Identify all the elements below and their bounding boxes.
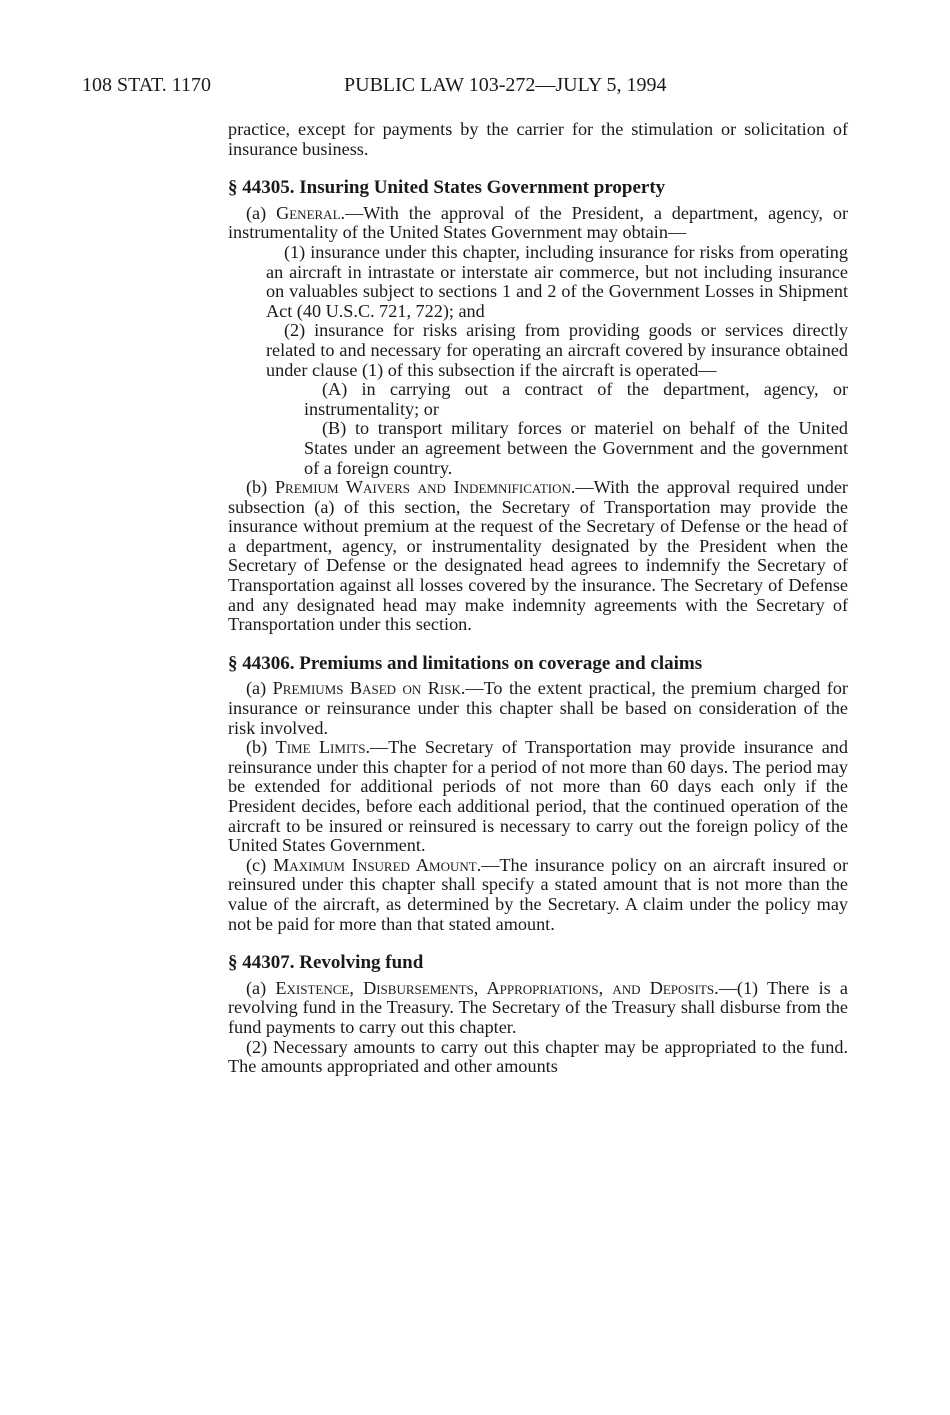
subsection-caption: Maximum Insured Amount [273, 854, 477, 875]
subsection-caption: General [276, 202, 341, 223]
document-body [228, 120, 848, 1077]
section-44305-clause-1: (1) insurance under this chapter, including insurance for risks from operating an aircraft in intrastate or interstate air commerce, but not including insurance on valuables subject to sections 1 and 2 of the Government Losses in Shipment Act (40 U.S.C. 721, 722); and [266, 241, 848, 321]
subsection-caption: Premium Waivers and Indemnification [274, 477, 571, 498]
section-44306-heading: § 44306. Premiums and limitations on coverage and claims [228, 652, 703, 674]
statute-citation: 108 STAT. 1170 [82, 74, 211, 96]
public-law-title: PUBLIC LAW 103-272—JULY 5, 1994 [344, 74, 667, 96]
section-44306-subsection-a: (a) Premiums Based on Risk.—To the extent practical, the premium charged for insurance or reinsurance under this chapter shall be based on consideration of the risk involved. [228, 678, 848, 738]
section-44305-subsection-a: (a) General.—With the approval of the President, a department, agency, or instrumentality of the United States Government may obtain— [228, 202, 848, 243]
section-44305-heading: § 44305. Insuring United States Government property [228, 177, 666, 199]
carryover-paragraph: practice, except for payments by the carrier for the stimulation or solicitation of insurance business. [228, 119, 848, 159]
subsection-caption: Premiums Based on Risk [272, 678, 461, 699]
section-44307-subsection-a: (a) Existence, Disbursements, Appropriations, and Deposits.—(1) There is a revolving fund in the Treasury. The Secretary of the Treasury shall disburse from the fund payments to carry out this chapter. [228, 977, 848, 1037]
section-44305-subsection-b: (b) Premium Waivers and Indemnification.—With the approval required under subsection (a) of this section, the Secretary of Transportation may provide the insurance without premium at the request of the Secretary of Defense or the head of a department, agency, or instrumentality designated by the President when the Secretary of Defense or the designated head agrees to indemnify the Secretary of Transportation against all losses covered by the insurance. The Secretary of Defense and any designated head may make indemnity agreements with the Secretary of Transportation under this section. [228, 477, 848, 635]
section-44305-clause-2: (2) insurance for risks arising from providing goods or services directly related to and necessary for operating an aircraft covered by insurance obtained under clause (1) of this subsection if the aircraft is operated— [266, 320, 848, 380]
section-44305-subclause-b: (B) to transport military forces or materiel on behalf of the United States under an agreement between the Government and the government of a foreign country. [304, 418, 848, 478]
section-44306-subsection-c: (c) Maximum Insured Amount.—The insurance policy on an aircraft insured or reinsured under this chapter shall specify a stated amount that is not more than the value of the aircraft, as determined by the Secretary. A claim under the policy may not be paid for more than that stated amount. [228, 854, 848, 934]
section-44307-paragraph-2: (2) Necessary amounts to carry out this chapter may be appropriated to the fund. The amounts appropriated and other amounts [228, 1036, 848, 1077]
section-44305-subclause-a: (A) in carrying out a contract of the department, agency, or instrumentality; or [304, 379, 848, 419]
section-44307-heading: § 44307. Revolving fund [228, 952, 424, 974]
subsection-caption: Existence, Disbursements, Appropriations, and Deposits [275, 977, 715, 998]
section-44306-subsection-b: (b) Time Limits.—The Secretary of Transportation may provide insurance and reinsurance under this chapter for a period of not more than 60 days. The period may be extended for additional periods of not more than 60 days each only if the President decides, before each additional period, that the continued operation of the aircraft to be insured or reinsured is necessary to carry out the foreign policy of the United States Government. [228, 737, 848, 856]
subsection-caption: Time Limits [275, 737, 366, 758]
